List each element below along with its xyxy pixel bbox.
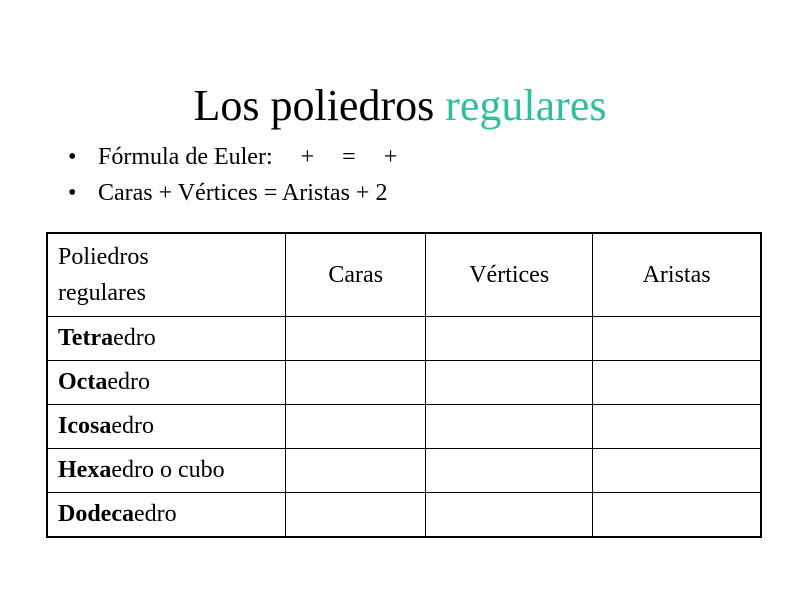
formula-text: Caras + Vértices = Aristas + 2 bbox=[98, 180, 388, 206]
bullet-list bbox=[68, 139, 397, 211]
table-row bbox=[47, 405, 761, 449]
bullet-dot-icon: • bbox=[68, 144, 77, 170]
cell-faces bbox=[286, 449, 426, 493]
title-accent: regulares bbox=[445, 81, 607, 130]
header-polyhedra-line2: regulares bbox=[58, 280, 146, 306]
header-edges: Aristas bbox=[593, 233, 761, 317]
cell-vertices bbox=[426, 361, 593, 405]
name-suffix: edro bbox=[107, 369, 150, 395]
table-row bbox=[47, 317, 761, 361]
header-polyhedra bbox=[47, 233, 286, 317]
name-suffix: edro o cubo bbox=[111, 457, 225, 483]
euler-equals: = bbox=[342, 144, 356, 170]
row-name-icosaedro bbox=[47, 405, 286, 449]
header-vertices: Vértices bbox=[426, 233, 593, 317]
cell-vertices bbox=[426, 493, 593, 538]
bullet-euler-formula bbox=[68, 139, 397, 175]
table-row bbox=[47, 493, 761, 538]
cell-faces bbox=[286, 317, 426, 361]
header-polyhedra-line1: Poliedros bbox=[58, 244, 149, 270]
cell-edges bbox=[593, 493, 761, 538]
cell-vertices bbox=[426, 405, 593, 449]
name-suffix: edro bbox=[111, 413, 154, 439]
name-prefix: Hexa bbox=[58, 457, 112, 483]
cell-edges bbox=[593, 449, 761, 493]
table-row bbox=[47, 449, 761, 493]
slide-title bbox=[0, 80, 800, 132]
row-name-tetraedro bbox=[47, 317, 286, 361]
cell-edges bbox=[593, 405, 761, 449]
row-name-hexaedro bbox=[47, 449, 286, 493]
name-suffix: edro bbox=[113, 325, 156, 351]
row-name-octaedro bbox=[47, 361, 286, 405]
cell-vertices bbox=[426, 449, 593, 493]
cell-edges bbox=[593, 317, 761, 361]
bullet-dot-icon: • bbox=[68, 180, 77, 206]
row-name-dodecaedro bbox=[47, 493, 286, 538]
polyhedra-table bbox=[46, 232, 762, 538]
cell-faces bbox=[286, 493, 426, 538]
bullet-formula-text bbox=[68, 175, 397, 211]
name-prefix: Octa bbox=[58, 369, 108, 395]
name-prefix: Dodeca bbox=[58, 501, 134, 527]
euler-plus-1: + bbox=[300, 144, 315, 170]
table-row bbox=[47, 361, 761, 405]
name-suffix: edro bbox=[133, 501, 177, 527]
name-prefix: Tetra bbox=[58, 325, 114, 351]
cell-vertices bbox=[426, 317, 593, 361]
table-header-row bbox=[47, 233, 761, 317]
euler-plus-2: + bbox=[383, 144, 398, 170]
name-prefix: Icosa bbox=[58, 413, 112, 439]
title-main: Los poliedros bbox=[193, 81, 435, 130]
cell-edges bbox=[593, 361, 761, 405]
cell-faces bbox=[286, 361, 426, 405]
euler-label: Fórmula de Euler: bbox=[98, 144, 273, 170]
header-faces: Caras bbox=[286, 233, 426, 317]
cell-faces bbox=[286, 405, 426, 449]
